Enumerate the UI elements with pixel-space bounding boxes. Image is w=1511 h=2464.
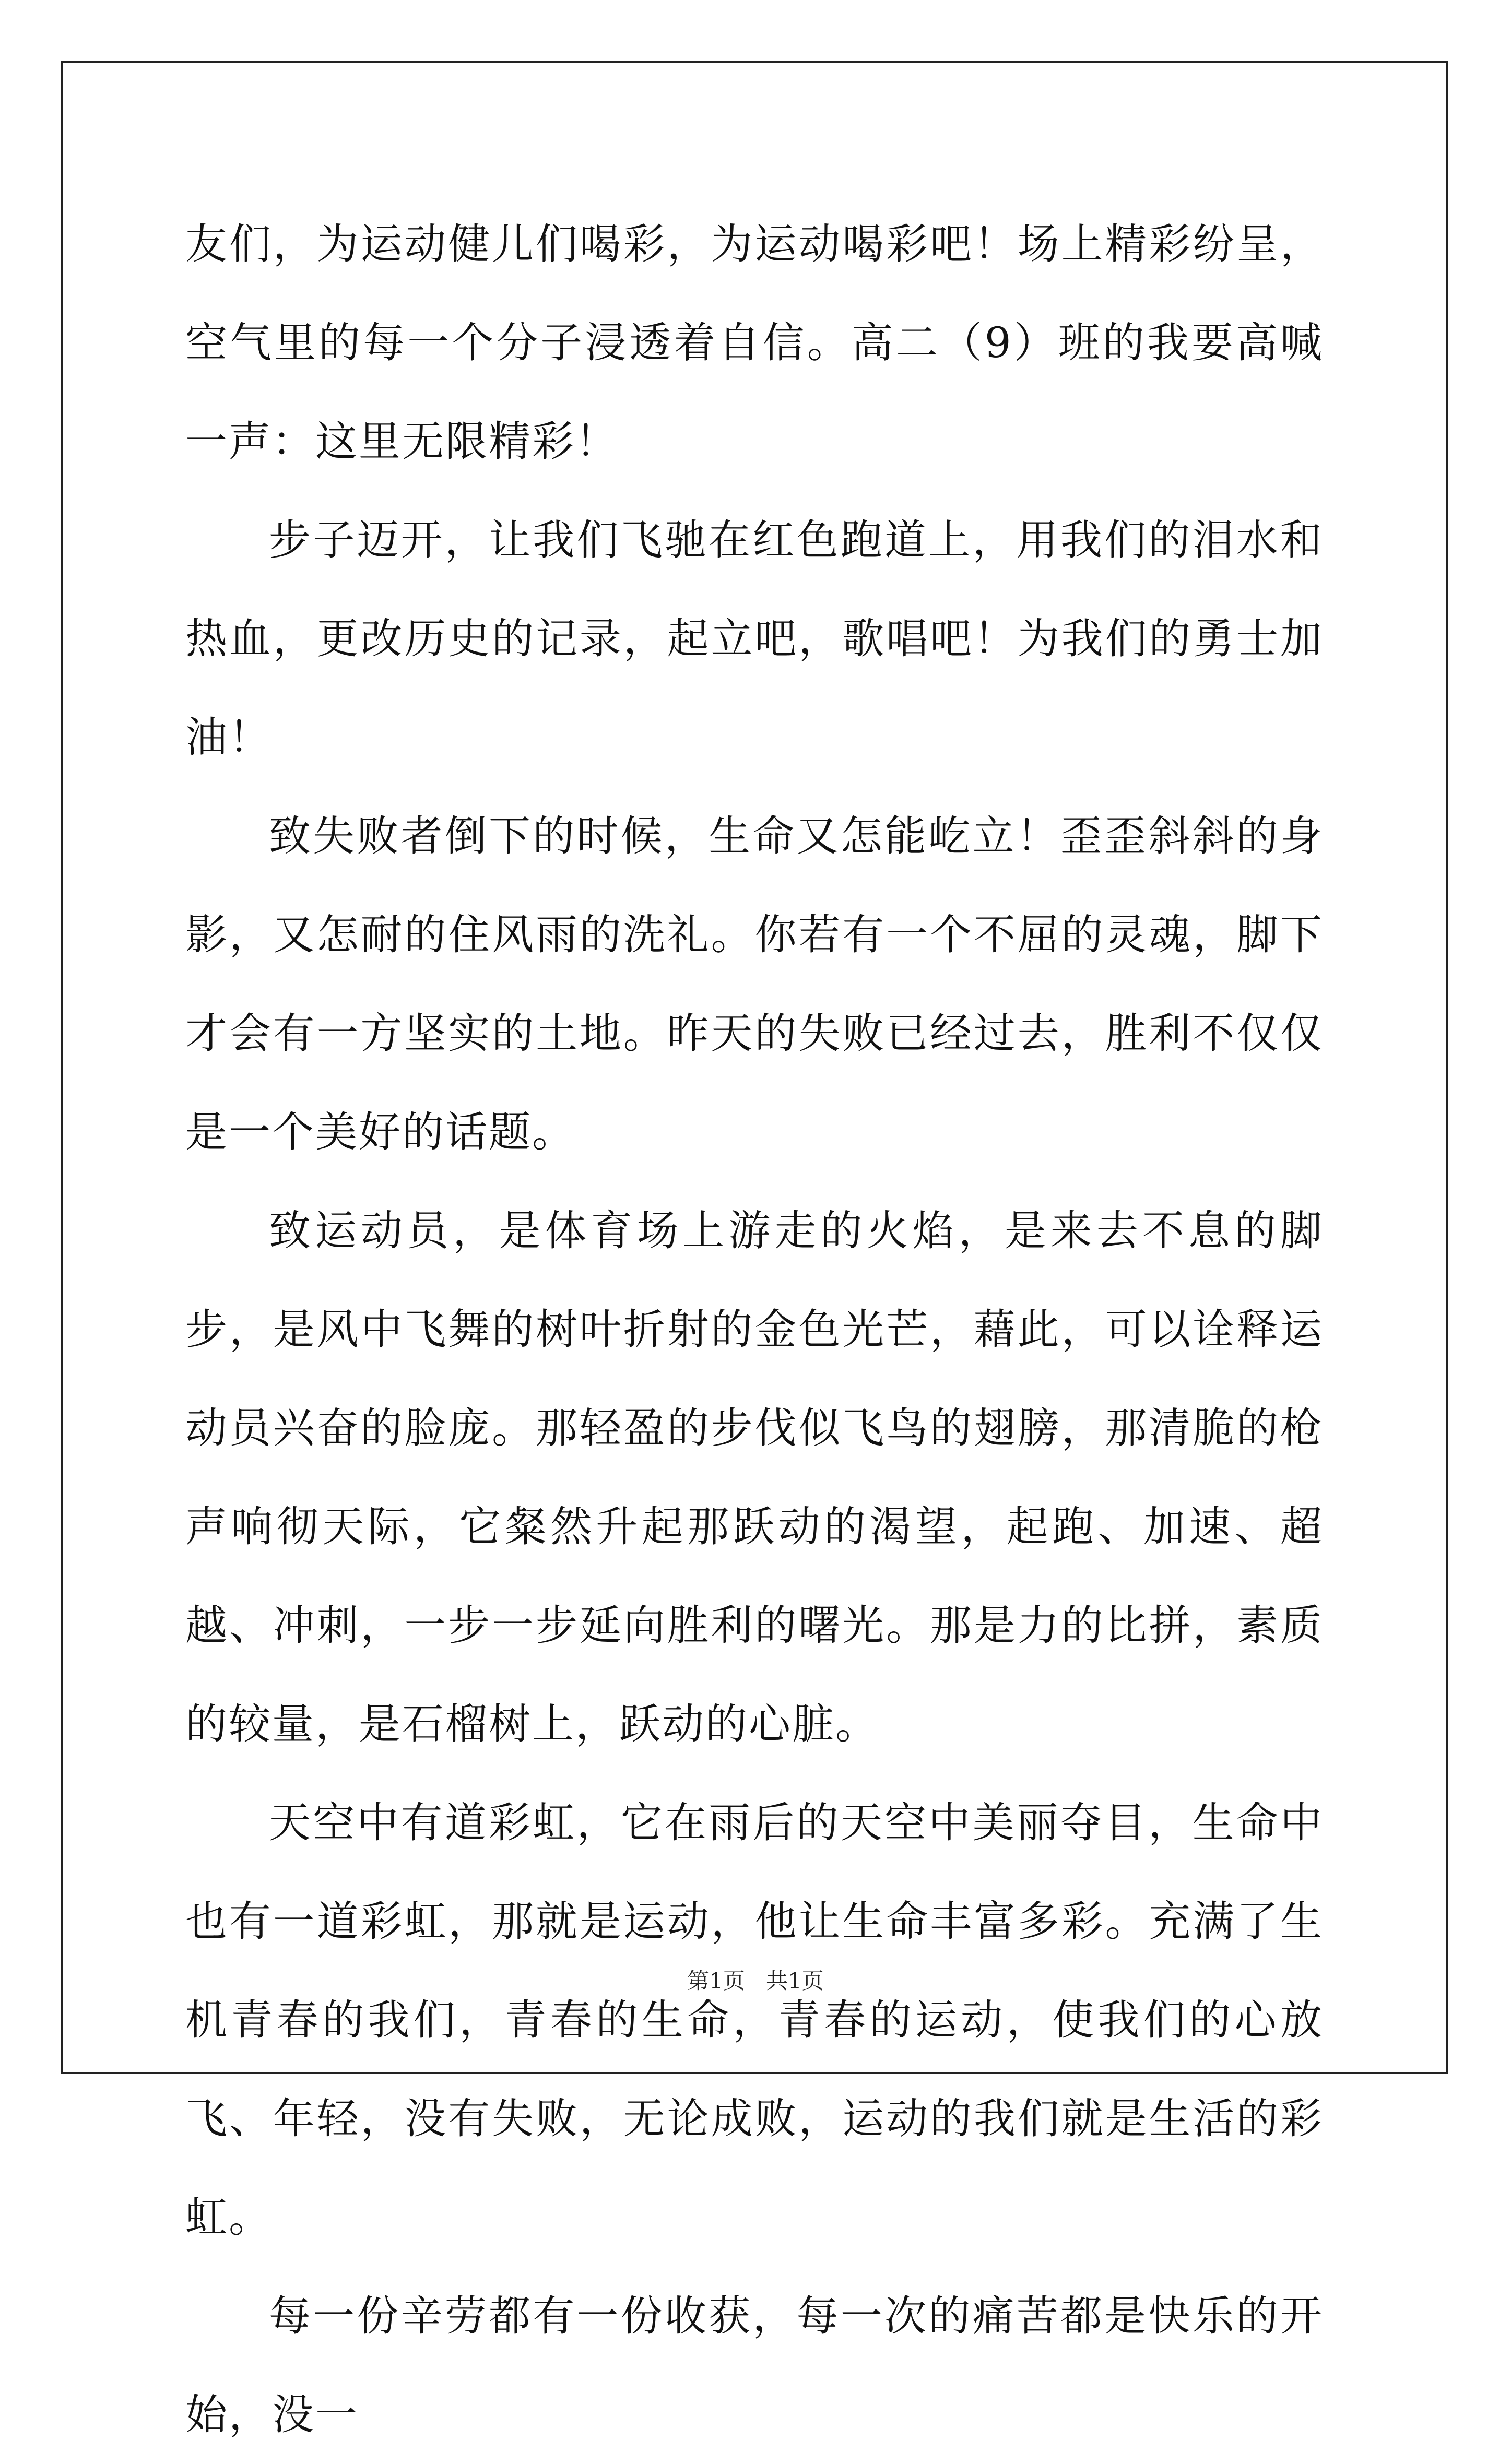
paragraph-2: 步子迈开，让我们飞驰在红色跑道上，用我们的泪水和热血，更改历史的记录，起立吧，歌唱吧！为我们的勇士加油！: [185, 516, 1324, 762]
paragraph-3: 致失败者倒下的时候，生命又怎能屹立！歪歪斜斜的身影，又怎耐的住风雨的洗礼。你若有一个不屈的灵魂，脚下才会有一方坚实的土地。昨天的失败已经过去，胜利不仅仅是一个美好的话题。: [185, 812, 1324, 1156]
document-body: [185, 195, 1324, 2464]
page-footer: [0, 1964, 1511, 1995]
paragraph-4: 致运动员，是体育场上游走的火焰，是来去不息的脚步，是风中飞舞的树叶折射的金色光芒，藉此，可以诠释运动员兴奋的脸庞。那轻盈的步伐似飞鸟的翅膀，那清脆的枪声响彻天际，它粲然升起那跃动的渴望，起跑、加速、超越、冲刺，一步一步延向胜利的曙光。那是力的比拼，素质的较量，是石榴树上，跃动的心脏。: [185, 1206, 1324, 1748]
page-total: 共1页: [766, 1968, 824, 1994]
paragraph-6: 每一份辛劳都有一份收获，每一次的痛苦都是快乐的开始，没一: [185, 2292, 1324, 2439]
paragraph-5: 天空中有道彩虹，它在雨后的天空中美丽夺目，生命中也有一道彩虹，那就是运动，他让生命丰富多彩。充满了生机青春的我们，青春的生命，青春的运动，使我们的心放飞、年轻，没有失败，无论成败，运动的我们就是生活的彩虹。: [185, 1798, 1324, 2242]
page-number: 第1页: [687, 1968, 745, 1994]
paragraph-1: 友们，为运动健儿们喝彩，为运动喝彩吧！场上精彩纷呈，空气里的每一个分子浸透着自信。高二（9）班的我要高喊一声：这里无限精彩！: [185, 220, 1324, 466]
